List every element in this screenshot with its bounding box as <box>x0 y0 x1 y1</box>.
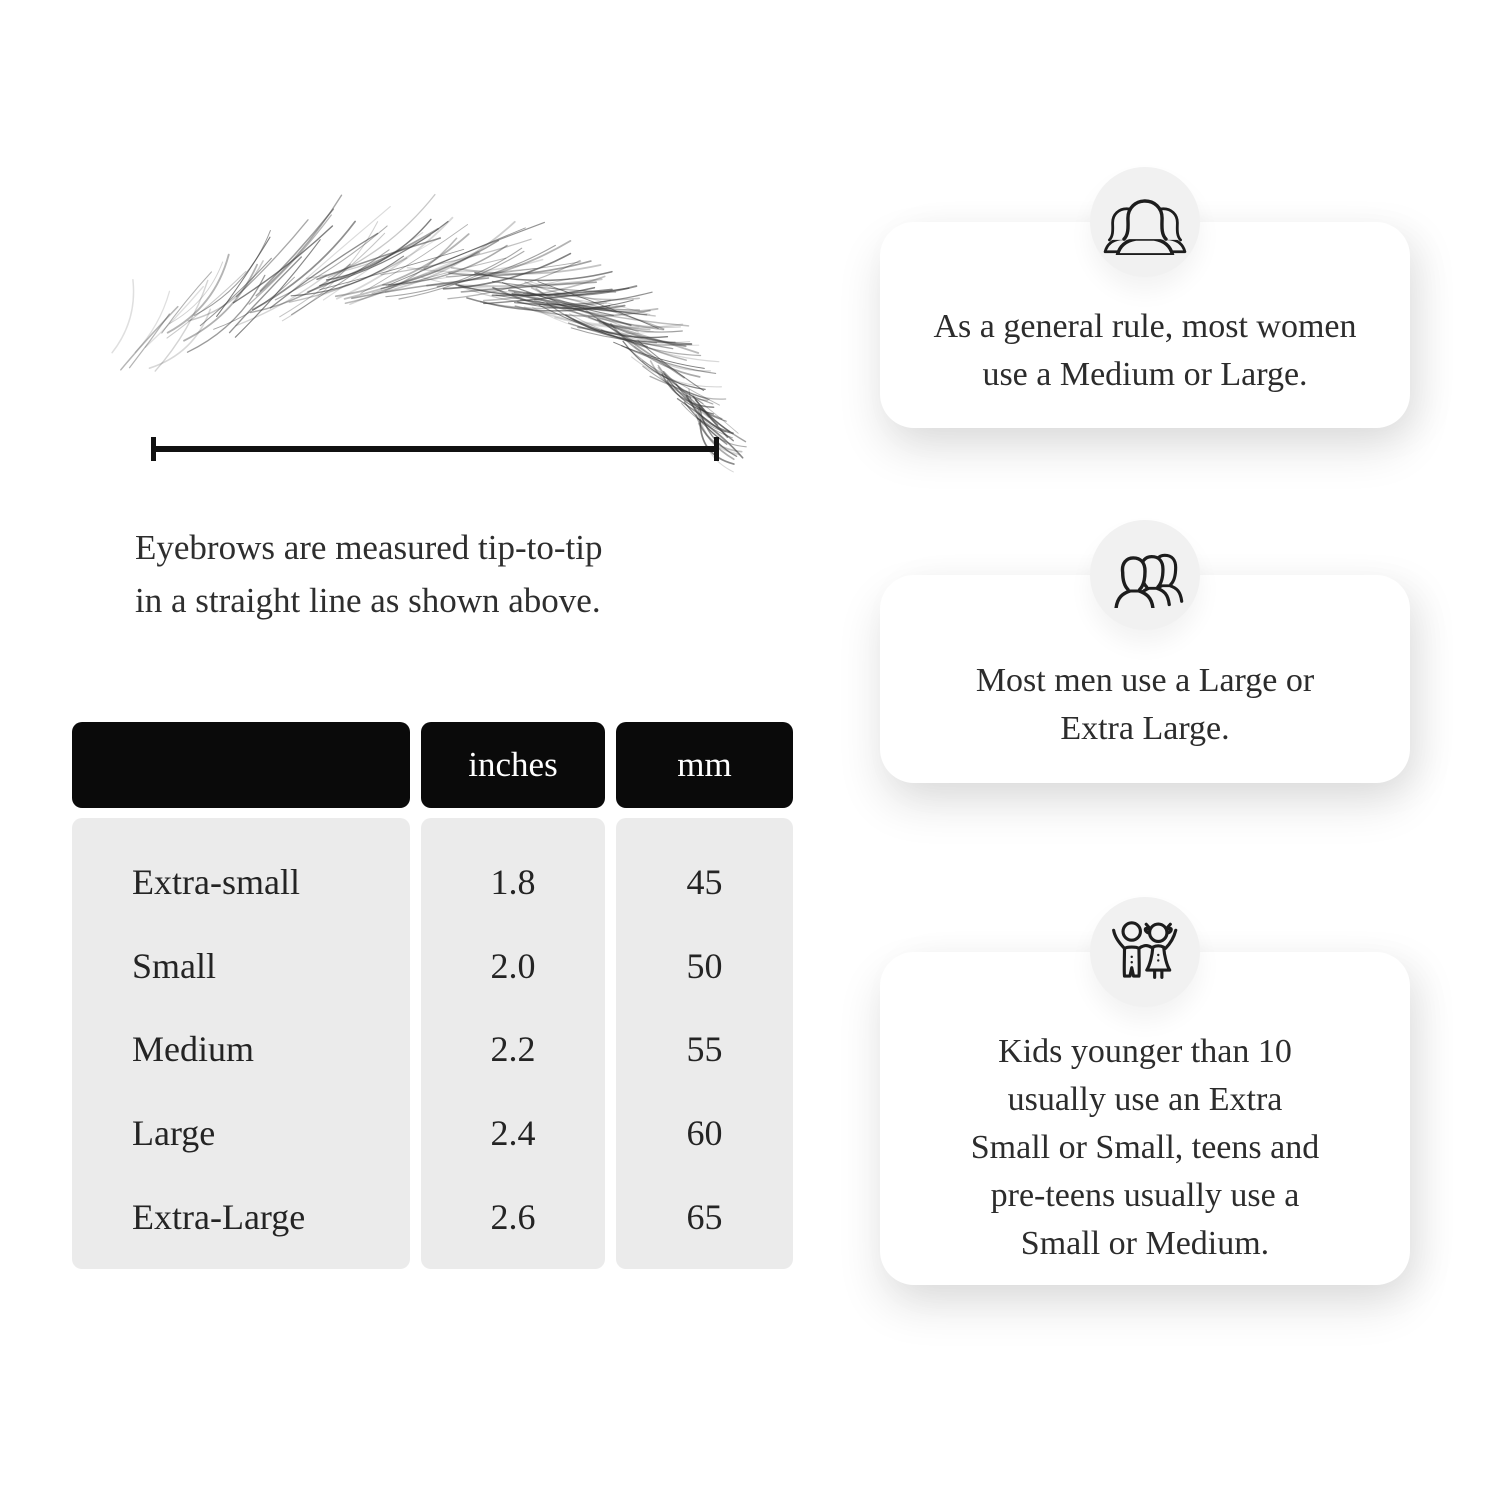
icon-circle <box>1090 167 1200 277</box>
mm-value: 50 <box>686 945 723 986</box>
info-card-women <box>880 222 1410 428</box>
size-label: Medium <box>132 1029 254 1070</box>
eyebrow-illustration <box>105 225 745 445</box>
icon-circle <box>1090 520 1200 630</box>
caption-line: in a straight line as shown above. <box>135 581 601 620</box>
men-group-icon <box>1103 542 1187 608</box>
inches-value: 2.4 <box>490 1113 536 1154</box>
measurement-end-cap-right <box>714 437 719 461</box>
table-header-size <box>72 722 410 808</box>
mm-value: 60 <box>686 1113 723 1154</box>
size-table-header <box>72 722 793 808</box>
card-text-men: Most men use a Large or Extra Large. <box>975 662 1315 747</box>
measurement-end-cap-left <box>151 437 156 461</box>
size-label: Large <box>132 1113 216 1154</box>
kids-icon <box>1104 917 1186 987</box>
measurement-caption <box>135 521 775 627</box>
size-table <box>72 722 793 1269</box>
table-header-mm: mm <box>616 722 793 808</box>
table-column-size <box>72 818 410 1269</box>
table-column-inches <box>421 818 605 1269</box>
inches-value: 2.6 <box>490 1197 536 1238</box>
size-label: Small <box>132 945 217 986</box>
info-card-kids <box>880 952 1410 1285</box>
table-header-inches: inches <box>421 722 605 808</box>
size-table-body <box>72 818 793 1269</box>
mm-value: 55 <box>686 1029 723 1070</box>
icon-circle <box>1090 897 1200 1007</box>
inches-value: 2.0 <box>490 945 536 986</box>
measurement-bar <box>151 446 719 452</box>
women-group-icon <box>1103 189 1187 255</box>
card-text-kids: Kids younger than 10 usually use an Extra Small or Small, teens and pre-teens usually use a Small or Medium. <box>970 1032 1320 1262</box>
inches-value: 2.2 <box>490 1029 536 1070</box>
card-text-women: As a general rule, most women use a Medium or Large. <box>933 308 1357 393</box>
mm-value: 65 <box>686 1197 723 1238</box>
size-label: Extra-small <box>132 861 300 902</box>
info-card-men <box>880 575 1410 783</box>
size-label: Extra-Large <box>132 1197 306 1238</box>
mm-value: 45 <box>686 861 723 902</box>
inches-value: 1.8 <box>490 861 536 902</box>
caption-line: Eyebrows are measured tip-to-tip <box>135 528 603 567</box>
table-column-mm <box>616 818 793 1269</box>
